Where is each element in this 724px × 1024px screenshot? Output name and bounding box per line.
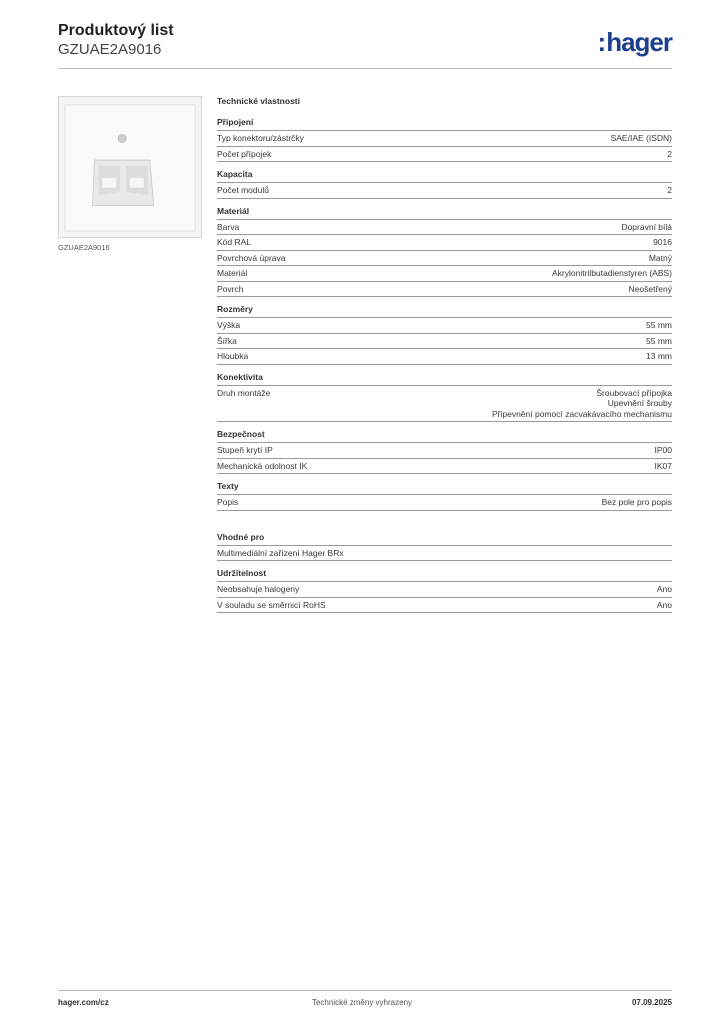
document-header	[58, 22, 174, 59]
spec-row	[217, 282, 672, 298]
spec-section	[217, 568, 672, 613]
spec-sections	[217, 117, 672, 613]
spec-values	[657, 600, 672, 611]
spec-values	[602, 497, 672, 508]
spec-values	[655, 461, 673, 472]
product-image	[58, 96, 202, 238]
spec-values	[492, 388, 672, 420]
spec-row	[217, 251, 672, 267]
spec-value: 55 mm	[646, 320, 672, 330]
hager-logo	[598, 28, 672, 56]
footer-website: hager.com/cz	[58, 998, 109, 1007]
spec-values	[655, 445, 673, 456]
specs-title: Technické vlastnosti	[217, 96, 300, 106]
spec-label: Druh montáže	[217, 387, 271, 398]
spec-row	[217, 235, 672, 251]
section-gap	[217, 511, 672, 525]
spec-section	[217, 206, 672, 298]
spec-section	[217, 169, 672, 199]
spec-value: IP00	[654, 445, 672, 455]
section-heading: Materiál	[217, 206, 672, 220]
footer-note: Technické změny vyhrazeny	[311, 998, 413, 1007]
spec-section	[217, 304, 672, 365]
footer-divider	[58, 990, 672, 991]
spec-values	[646, 336, 672, 347]
spec-label: Multimediální zařízení Hager BRx	[217, 547, 344, 558]
spec-label: Popis	[217, 497, 239, 507]
spec-value: Dopravní bílá	[621, 221, 672, 232]
spec-row	[217, 495, 672, 511]
spec-row	[217, 131, 672, 147]
spec-label: Hloubka	[217, 351, 249, 361]
section-heading: Konektivita	[217, 372, 672, 386]
spec-values	[621, 222, 672, 233]
header-divider	[58, 68, 672, 69]
spec-row	[217, 546, 672, 562]
footer-date: 07.09.2025	[631, 998, 672, 1007]
spec-section	[217, 429, 672, 474]
spec-values	[646, 320, 672, 331]
spec-value: Akrylonitrilbutadienstyren (ABS)	[552, 268, 672, 278]
spec-label: Barva	[217, 221, 240, 232]
spec-label: V souladu se směrnicí RoHS	[217, 599, 326, 610]
spec-row	[217, 443, 672, 459]
spec-label: Neobsahuje halogeny	[217, 584, 300, 594]
spec-value: Ano	[656, 599, 672, 610]
spec-row	[217, 582, 672, 598]
spec-label: Počet přípojek	[217, 148, 272, 159]
spec-values	[657, 584, 672, 595]
spec-values	[611, 133, 672, 144]
spec-label: Typ konektoru/zástrčky	[217, 133, 304, 143]
section-heading: Připojení	[217, 117, 672, 131]
spec-value: Upevnění šrouby	[607, 398, 672, 408]
image-caption: GZUAE2A9016	[58, 243, 110, 252]
spec-value: 2	[667, 185, 672, 195]
spec-label: Mechanická odolnost IK	[217, 460, 308, 471]
spec-value: Bez pole pro popis	[601, 497, 672, 507]
spec-value: Ano	[656, 584, 672, 594]
spec-label: Výška	[217, 320, 241, 330]
logo-text: hager	[606, 27, 672, 57]
spec-values	[646, 351, 672, 362]
spec-row	[217, 386, 672, 423]
spec-value: Připevnění pomocí zacvakávacího mechanismu	[491, 408, 672, 419]
spec-value: 9016	[653, 237, 672, 247]
section-heading: Kapacita	[217, 169, 672, 183]
section-heading: Udržitelnost	[217, 568, 672, 582]
spec-label: Stupeň krytí IP	[217, 445, 273, 455]
section-heading: Texty	[217, 481, 672, 495]
spec-row	[217, 147, 672, 163]
spec-value: SAE/IAE (ISDN)	[610, 133, 672, 143]
spec-values	[629, 284, 672, 295]
spec-section	[217, 372, 672, 423]
spec-label: Počet modulů	[217, 185, 269, 195]
spec-row	[217, 266, 672, 282]
spec-label: Šířka	[217, 335, 237, 346]
spec-values	[552, 268, 672, 279]
spec-value: Neošetřený	[628, 283, 672, 294]
spec-values	[653, 237, 672, 248]
section-heading: Bezpečnost	[217, 429, 672, 443]
spec-row	[217, 220, 672, 236]
spec-section	[217, 481, 672, 511]
spec-row	[217, 318, 672, 334]
spec-value: Šroubovací přípojka	[596, 387, 672, 398]
spec-value: 2	[667, 148, 672, 159]
spec-row	[217, 334, 672, 350]
page-title: Produktový list	[58, 22, 174, 39]
wall-plate-icon	[59, 97, 201, 237]
spec-section	[217, 532, 672, 562]
spec-value: 55 mm	[646, 335, 672, 346]
spec-section	[217, 117, 672, 162]
spec-row	[217, 183, 672, 199]
spec-label: Materiál	[217, 268, 248, 278]
spec-value: IK07	[654, 460, 672, 471]
spec-label: Kód RAL	[217, 237, 252, 247]
logo-dots: :	[597, 27, 606, 57]
spec-label: Povrch	[217, 283, 244, 294]
spec-values	[667, 149, 672, 160]
spec-row	[217, 349, 672, 365]
section-heading: Vhodné pro	[217, 532, 672, 546]
section-heading: Rozměry	[217, 304, 672, 318]
spec-values	[649, 253, 672, 264]
spec-values	[667, 185, 672, 196]
product-code: GZUAE2A9016	[58, 41, 162, 58]
spec-label: Povrchová úprava	[217, 252, 286, 263]
spec-row	[217, 459, 672, 475]
spec-row	[217, 598, 672, 614]
spec-value: 13 mm	[646, 351, 672, 361]
spec-value: Matný	[648, 252, 672, 263]
technical-specs	[217, 96, 672, 613]
